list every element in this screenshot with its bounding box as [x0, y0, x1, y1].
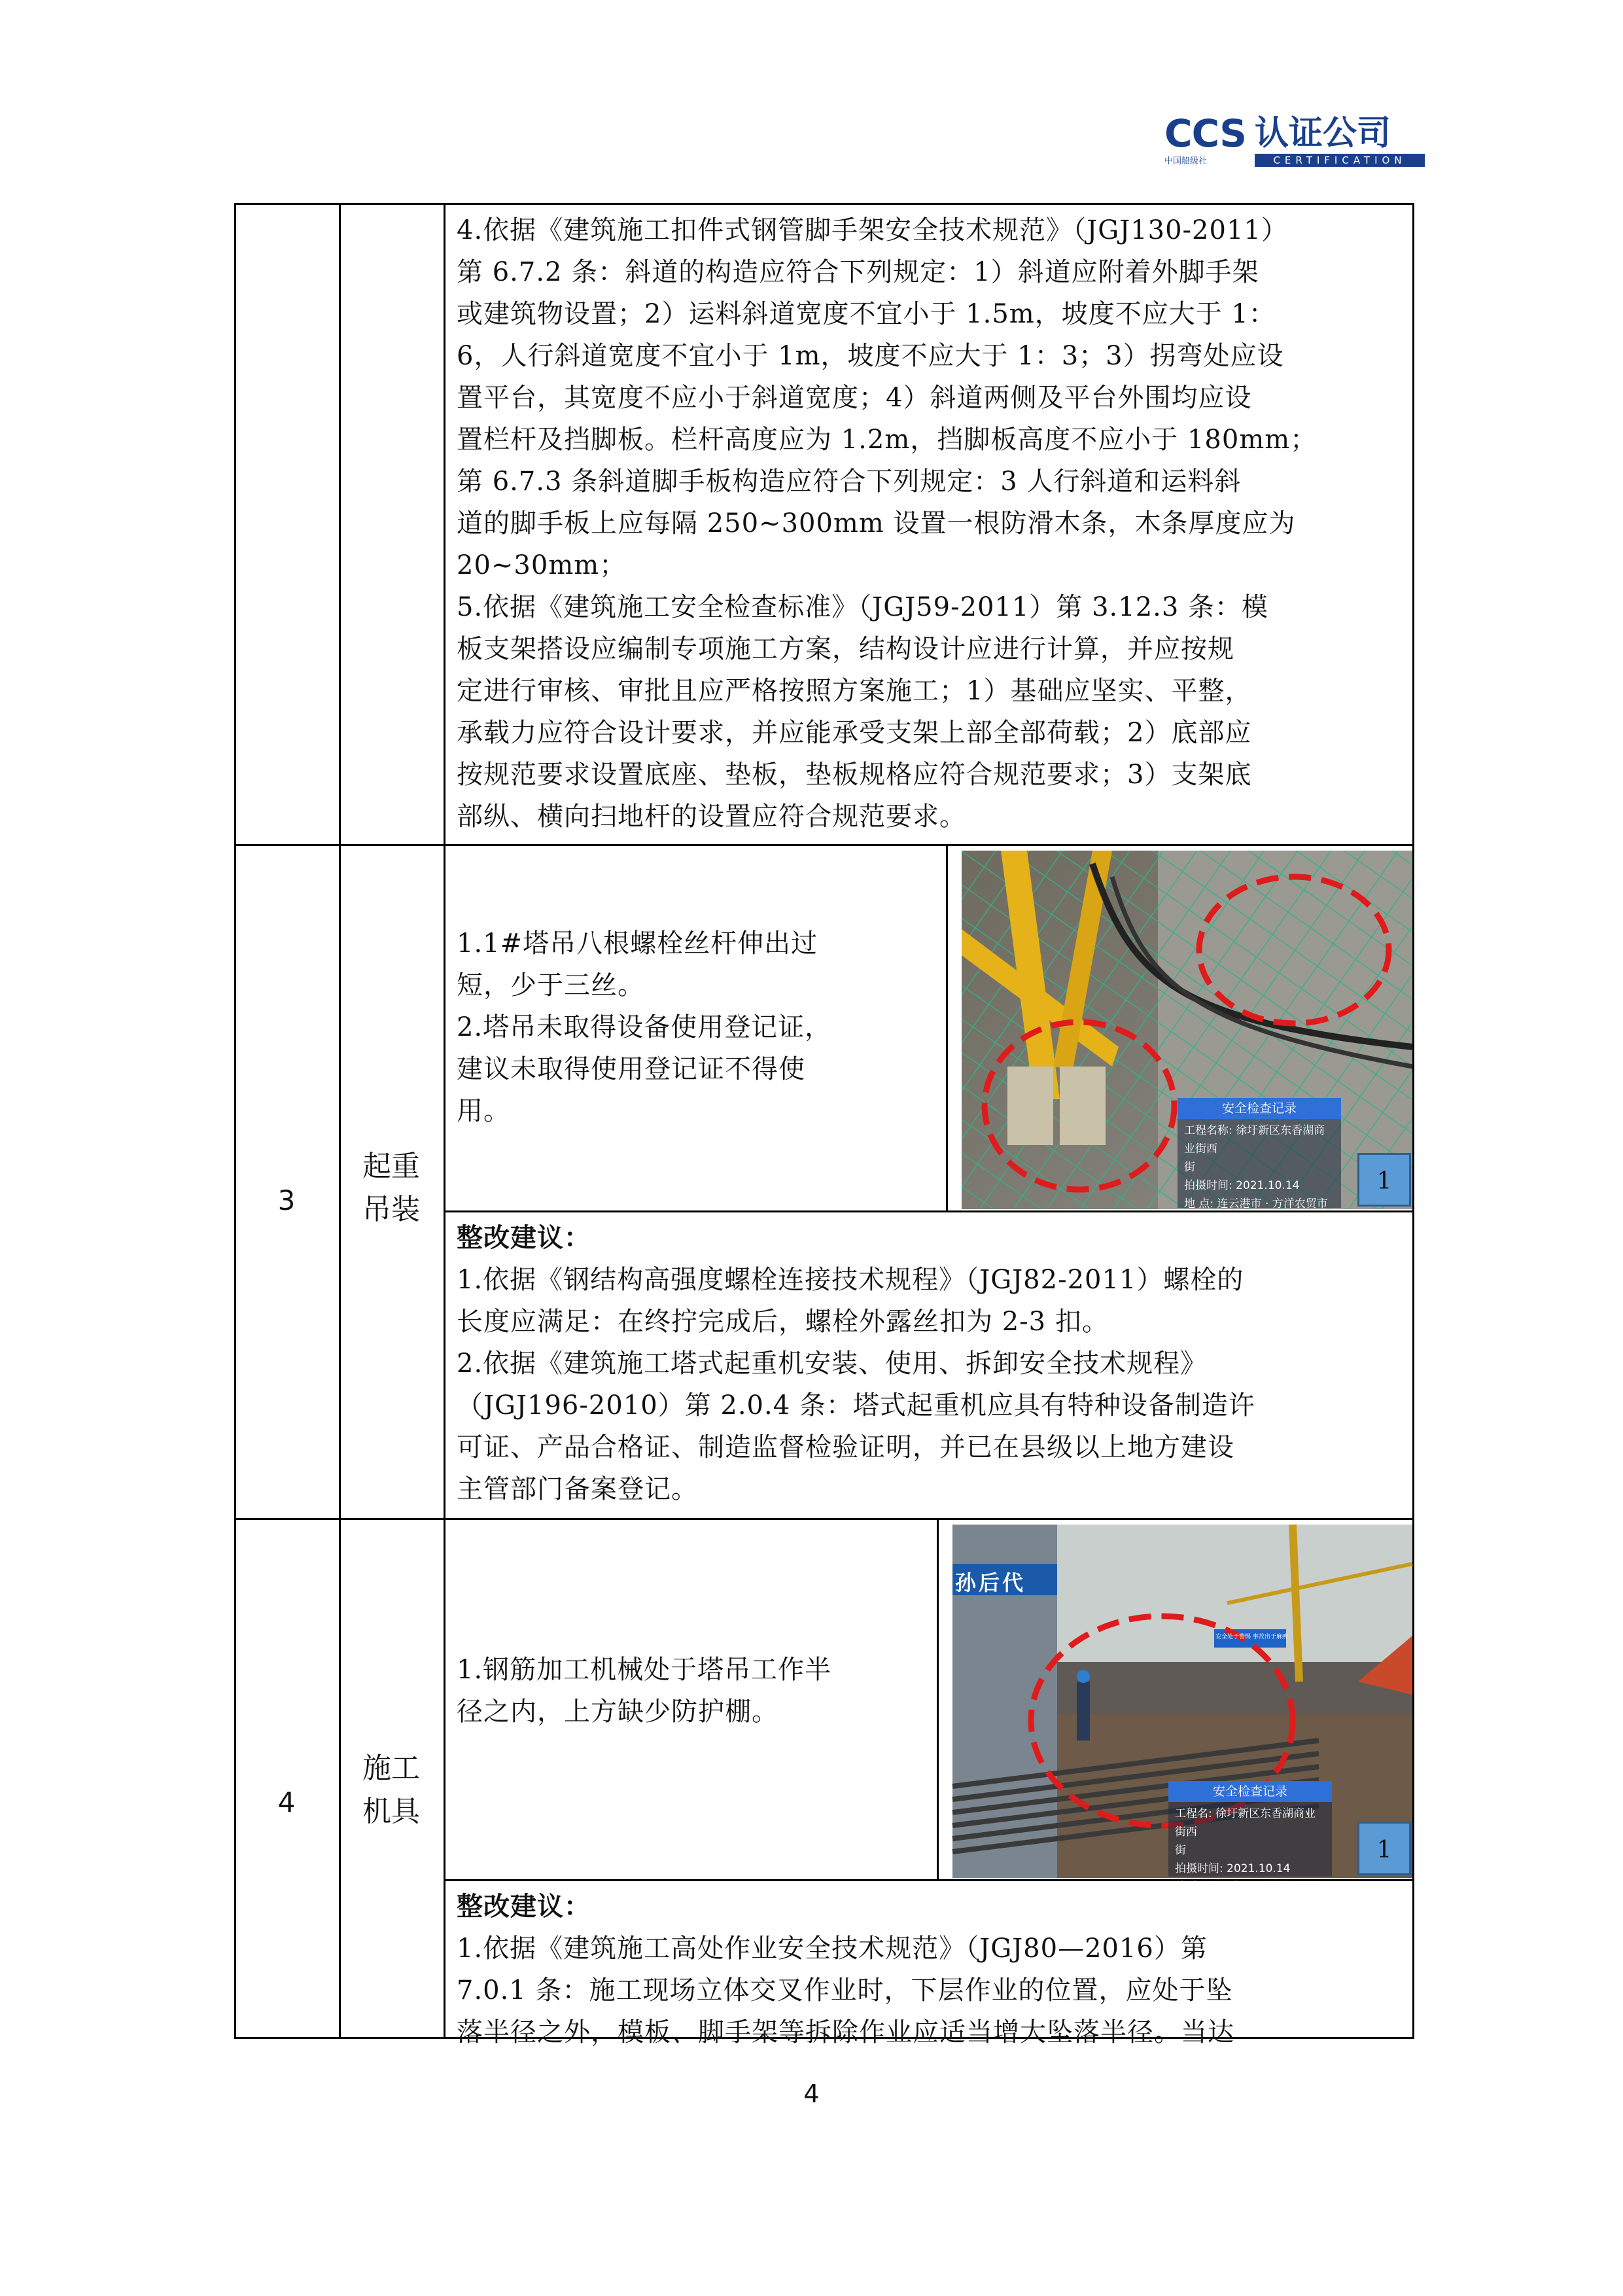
- stamp-project-cont: 街: [1175, 1844, 1186, 1857]
- advice-text: 1.依据《钢结构高强度螺栓连接技术规程》（JGJ82-2011）螺栓的 长度应满足：在终拧完成后，螺栓外露丝扣为 2-3 扣。 2.依据《建筑施工塔式起重机安装、使用、拆卸安全技术规程》 （JGJ196-2010）第 2.0.4 条：塔式起重机应具有特种设备制造许 可证、产品合格证、制造监督检验证明，并已在县级以上地方建设 主管部门备案登记。: [457, 1265, 1255, 1504]
- logo-sub: 中国船级社: [1164, 156, 1208, 166]
- col-divider: [444, 203, 445, 2039]
- stamp-date: 拍摄时间: 2021.10.14: [1184, 1179, 1300, 1192]
- stamp-project: 工程名称: 徐圩新区东香湖商业街西: [1184, 1124, 1325, 1156]
- logo-tagline: CERTIFICATION: [1255, 154, 1425, 167]
- row-divider: [234, 1518, 1414, 1520]
- site-photo-tower-crane: [962, 851, 1412, 1229]
- stamp-project-cont: 街: [1184, 1161, 1195, 1174]
- col-divider: [946, 844, 948, 1210]
- col-divider: [937, 1518, 939, 1879]
- row-category: 起重 吊装: [362, 1150, 420, 1226]
- safety-banner-text: 安全处于警惕 事故出于麻痹: [1215, 1634, 1288, 1640]
- stamp-date: 拍摄时间: 2021.10.14: [1175, 1862, 1291, 1875]
- table-border-left: [234, 203, 236, 2039]
- site-sign-text: 孙后代: [955, 1570, 1026, 1595]
- ccs-certification-logo: [1164, 111, 1426, 168]
- inspection-table: [234, 203, 1414, 2047]
- row-divider: [234, 844, 1414, 846]
- stamp-header: 安全检查记录: [1168, 1781, 1332, 1802]
- issue-description: 1.1#塔吊八根螺栓丝杆伸出过 短，少于三丝。 2.塔吊未取得设备使用登记证， 建议未取得使用登记证不得使 用。: [457, 928, 832, 1126]
- inspection-stamp: [1178, 1098, 1341, 1229]
- site-photo-rebar-machine: [952, 1525, 1412, 1912]
- issue-description: 1.钢筋加工机械处于塔吊工作半 径之内，上方缺少防护棚。: [457, 1655, 832, 1727]
- logo-name: 认证公司: [1255, 114, 1391, 153]
- advice-title: 整改建议：: [457, 1891, 591, 1922]
- stamp-project: 工程名: 徐圩新区东香湖商业街西: [1175, 1807, 1316, 1839]
- page-number: 4: [803, 2079, 820, 2108]
- photo-index-badge: 1: [1357, 1822, 1411, 1875]
- stamp-header: 安全检查记录: [1178, 1098, 1341, 1119]
- logo-brand: CCS: [1164, 111, 1246, 156]
- row-number: 3: [277, 1184, 296, 1216]
- stamp-location: 地 点: 连云港市 · 方洋农贸市场: [1184, 1197, 1328, 1229]
- table-border-top: [234, 203, 1414, 205]
- regulation-text: 4.依据《建筑施工扣件式钢管脚手架安全技术规范》（JGJ130-2011） 第 6.7.2 条：斜道的构造应符合下列规定：1）斜道应附着外脚手架 或建筑物设置；2）运料斜道宽度不宜小于 1.5m，坡度不应大于 1： 6，人行斜道宽度不宜小于 1m，坡度不应大于 1：3；3）拐弯处应设 置平台，其宽度不应小于斜道宽度；4）斜道两侧及平台外围均应设 置栏杆及挡脚板。栏杆高度应为 1.2m，挡脚板高度不应小于 180mm； 第 6.7.3 条斜道脚手板构造应符合下列规定：3 人行斜道和运料斜 道的脚手板上应每隔 250~300mm 设置一根防滑木条，木条厚度应为 20~30mm； 5.依据《建筑施工安全检查标准》（JGJ59-2011）第 3.12.3 条：模 板支架搭设应编制专项施工方案，结构设计应进行计算，并应按规 定进行审核、审批且应严格按照方案施工；1）基础应坚实、平整， 承载力应符合设计要求，并应能承受支架上部全部荷载；2）底部应 按规范要求设置底座、垫板，垫板规格应符合规范要求；3）支架底 部纵、横向扫地杆的设置应符合规范要求。: [457, 215, 1318, 832]
- table-border-right: [1412, 203, 1414, 2039]
- advice-text: 1.依据《建筑施工高处作业安全技术规范》（JGJ80—2016）第 7.0.1 条：施工现场立体交叉作业时，下层作业的位置，应处于坠 落半径之外，模板、脚手架等拆除作业应适当增大坠落半径。当达: [457, 1934, 1234, 2047]
- advice-title: 整改建议：: [457, 1222, 591, 1253]
- photo-index-badge: 1: [1357, 1153, 1411, 1207]
- row-category: 施工 机具: [362, 1752, 420, 1828]
- inspection-stamp: [1168, 1781, 1332, 1912]
- stamp-location: 地 点: 连云港市 · 方洋农贸市场: [1175, 1881, 1319, 1912]
- row-number: 4: [277, 1786, 296, 1818]
